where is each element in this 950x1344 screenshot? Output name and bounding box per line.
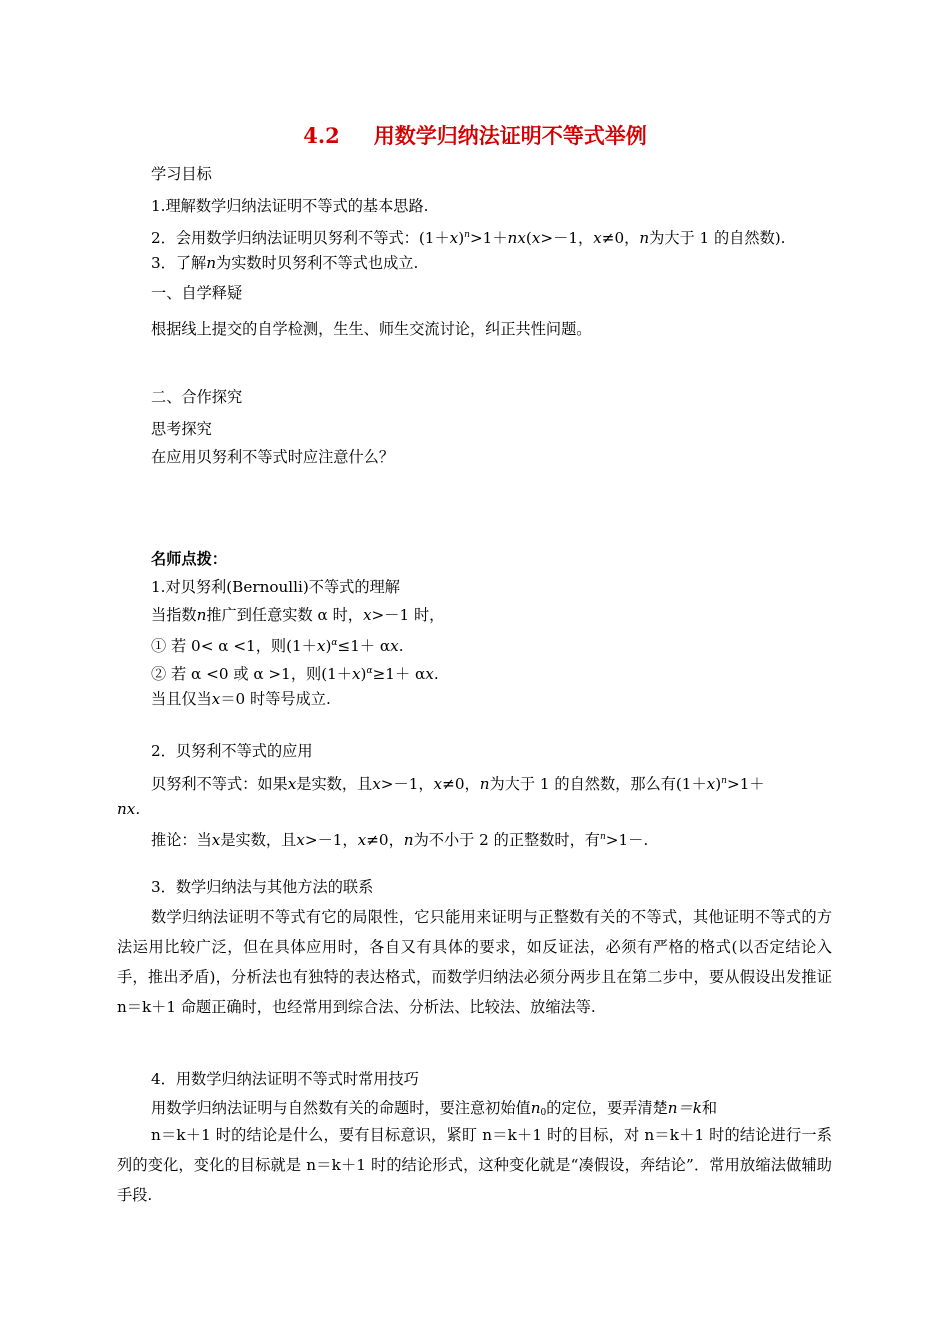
section2-subheading: 思考探究 xyxy=(151,420,212,438)
tips-heading: 名师点拨： xyxy=(151,550,227,568)
title-number: 4.2 xyxy=(303,123,340,148)
section2-heading: 二、合作探究 xyxy=(151,388,243,406)
tip1-line3: ② 若 α <0 或 α >1，则$(1+x)^\alpha\ge 1+ \alpha x$. xyxy=(151,665,439,683)
tip3-title: 3．数学归纳法与其他方法的联系 xyxy=(151,878,374,896)
tip1-title: 1.对贝努利(Bernoulli)不等式的理解 xyxy=(151,578,400,596)
tip2-line1: 贝努利不等式：如果x是实数，且x>－1，x≠0，n为大于 1 的自然数，那么有$(1+x)^n>1+$ xyxy=(151,775,765,793)
section1-body: 根据线上提交的自学检测，生生、师生交流讨论，纠正共性问题。 xyxy=(151,320,592,338)
tip1-line4: 当且仅当x＝0 时等号成立. xyxy=(151,690,331,708)
tip2-line2: nx. xyxy=(117,800,141,818)
objective-1: 1.理解数学归纳法证明不等式的基本思路. xyxy=(151,197,429,215)
section2-question: 在应用贝努利不等式时应注意什么？ xyxy=(151,448,394,466)
tip2-corollary: 推论：当x是实数，且x>－1，x≠0，n为不小于 2 的正整数时，有$^n$>1－. xyxy=(151,831,649,849)
tip2-title: 2．贝努利不等式的应用 xyxy=(151,742,313,760)
objective-3: 3．了解n为实数时贝努利不等式也成立. xyxy=(151,254,419,272)
tip4-body: n＝k＋1 时的结论是什么，要有目标意识，紧盯 n＝k＋1 时的目标，对 n＝k＋1 时的结论进行一系列的变化，变化的目标就是 n＝k＋1 时的结论形式，这种变化就是“凑假设，奔结论”．常用放缩法做辅助手段. xyxy=(117,1126,832,1204)
page-title xyxy=(0,120,950,150)
section1-heading: 一、自学释疑 xyxy=(151,284,243,302)
tip4-line1: 用数学归纳法证明与自然数有关的命题时，要注意初始值$n_0$的定位，要弄清楚n＝k和 xyxy=(151,1099,718,1118)
tip4-title: 4．用数学归纳法证明不等式时常用技巧 xyxy=(151,1070,419,1088)
tip3-body: 数学归纳法证明不等式有它的局限性，它只能用来证明与正整数有关的不等式，其他证明不等式的方法运用比较广泛，但在具体应用时，各自又有具体的要求，如反证法，必须有严格的格式(以否定结论入手，推出矛盾)，分析法也有独特的表达格式，而数学归纳法必须分两步且在第二步中，要从假设出发推证 n＝k＋1 命题正确时，也经常用到综合法、分析法、比较法、放缩法等. xyxy=(117,908,832,1016)
tip1-line2: ① 若 0< α <1，则$(1+x)^\alpha\le 1+ \alpha x$. xyxy=(151,637,404,655)
objectives-heading: 学习目标 xyxy=(151,165,212,183)
objective-2: 2．会用数学归纳法证明贝努利不等式：$(1+x)^n>1+nx(x>-1$，x≠0，n为大于 1 的自然数). xyxy=(151,229,786,247)
tip1-line1: 当指数n推广到任意实数 α 时，x>－1 时， xyxy=(151,606,445,624)
title-text: 用数学归纳法证明不等式举例 xyxy=(373,123,647,148)
